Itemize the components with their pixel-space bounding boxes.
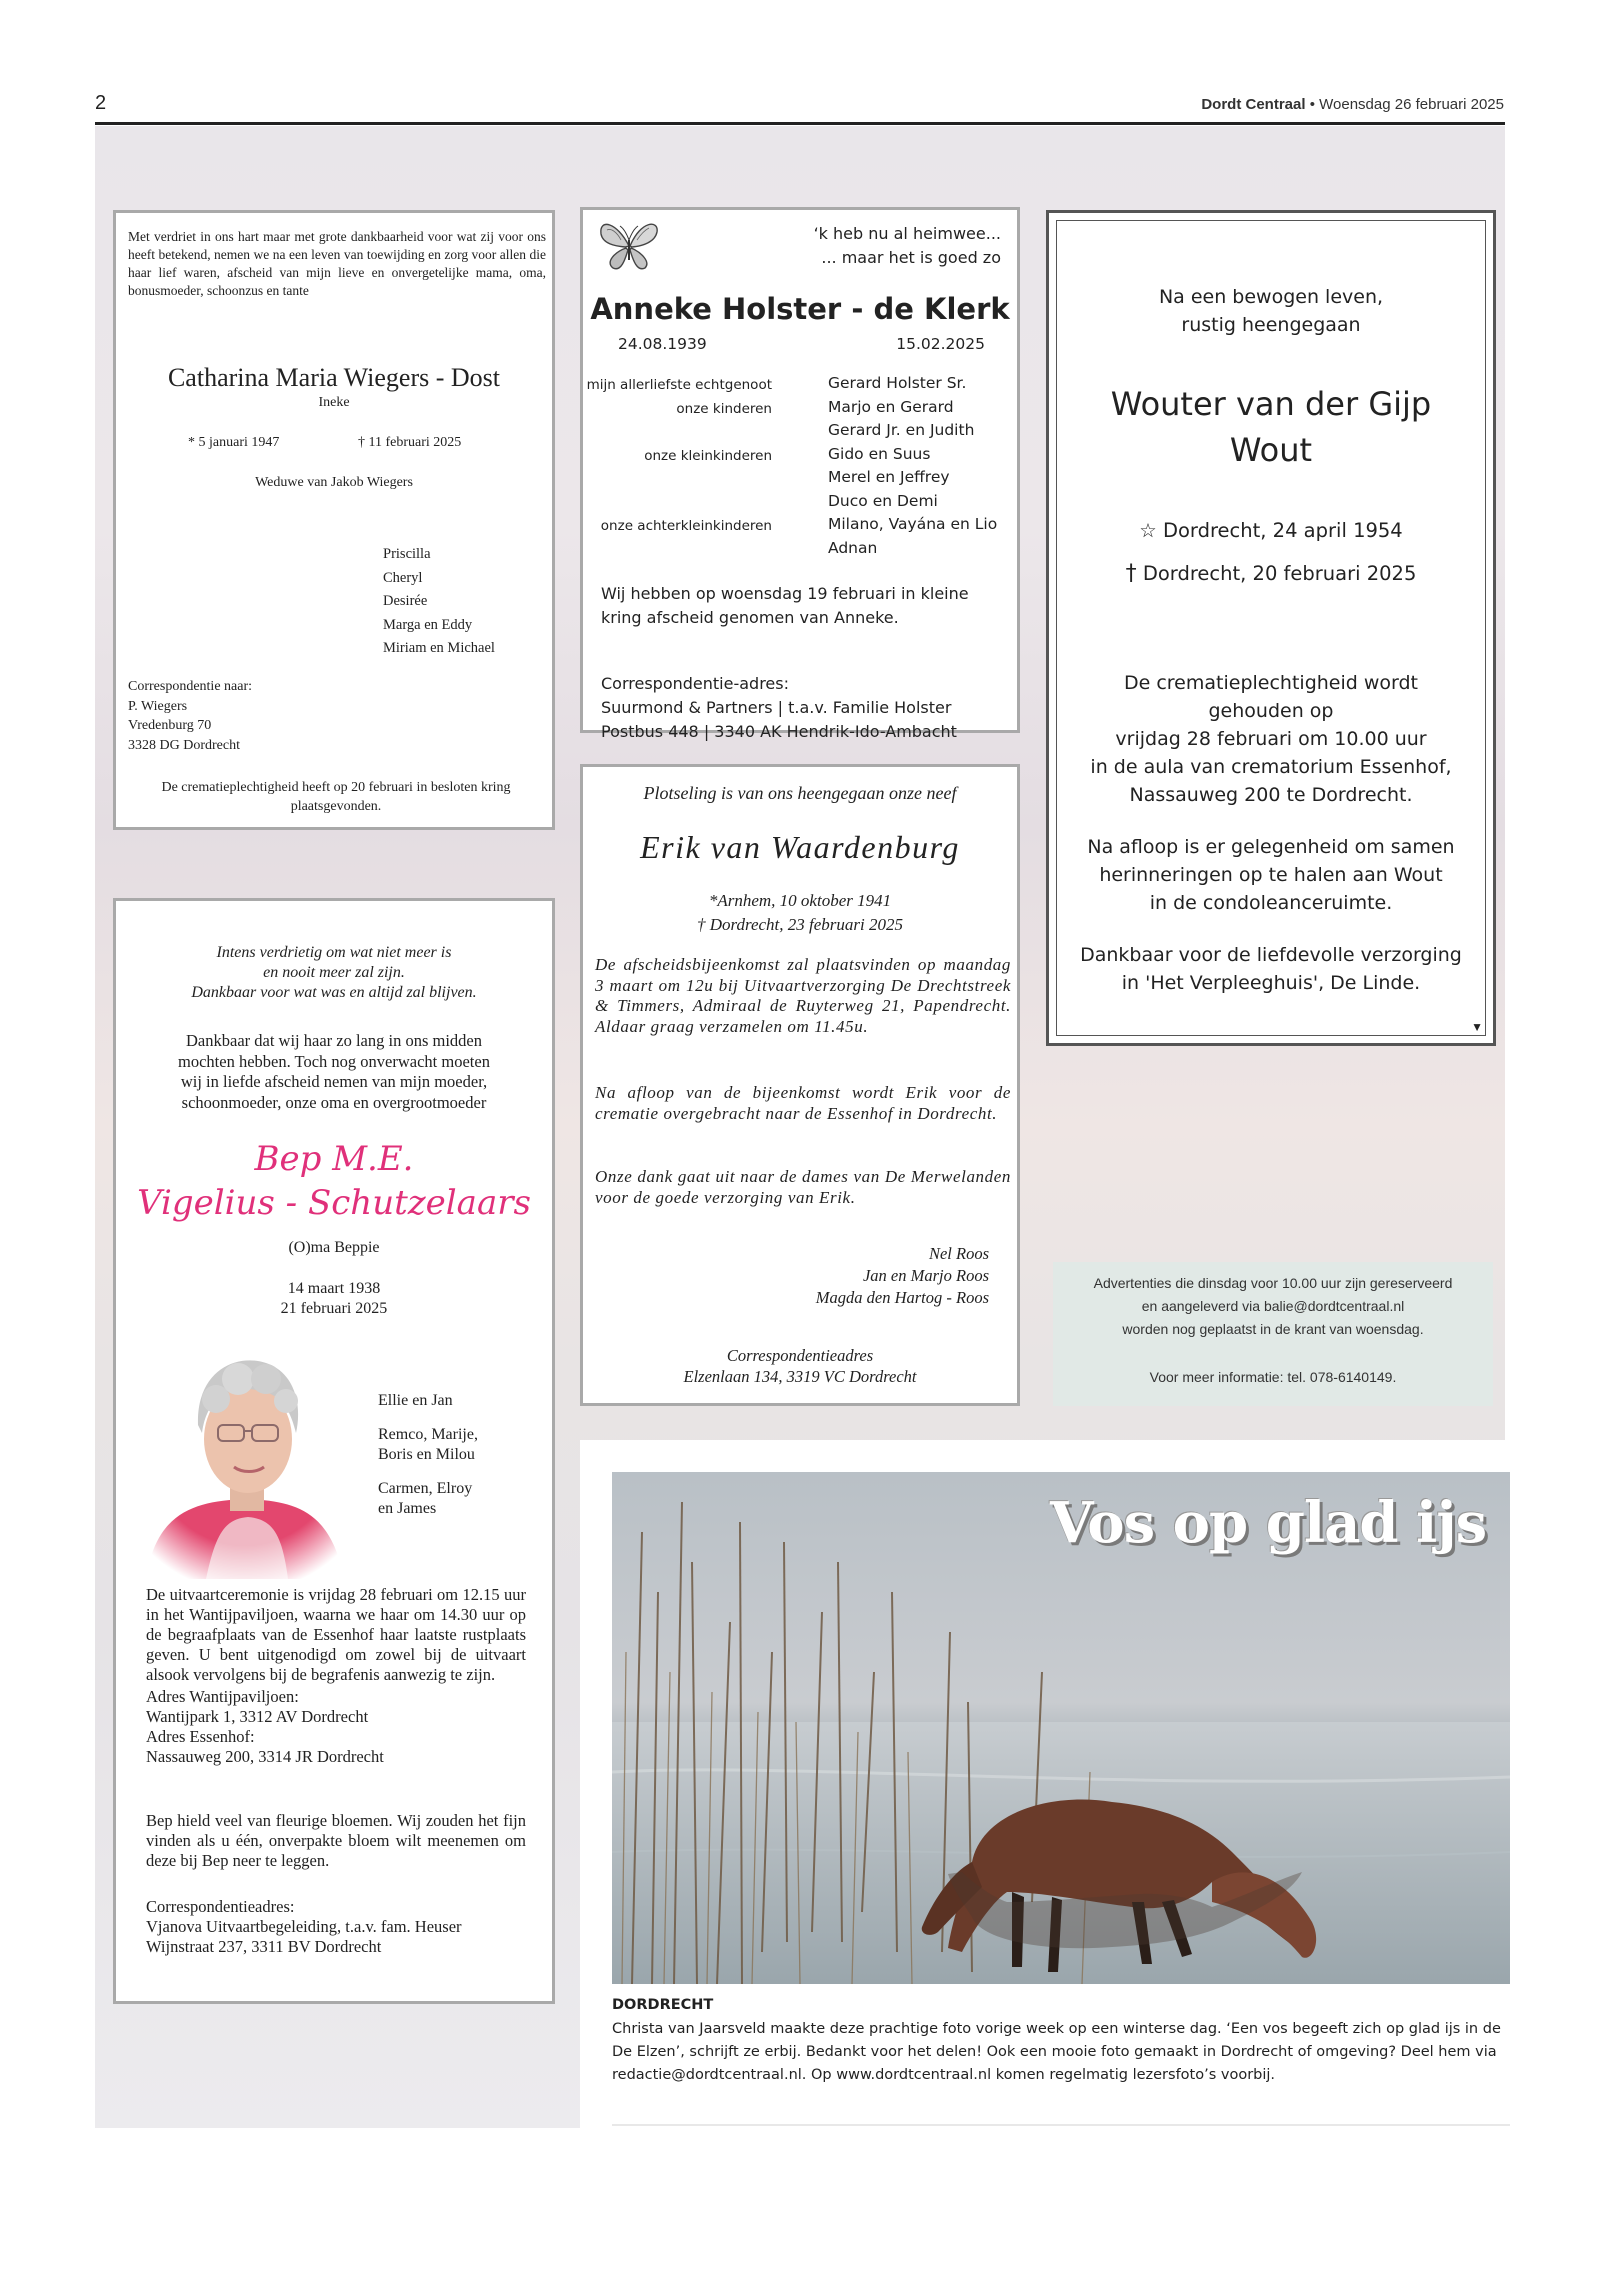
relation-row: [583, 421, 1017, 445]
correspondence: [601, 672, 1011, 744]
name-line: Wout: [1229, 431, 1313, 469]
family-member: Boris en Milou: [378, 1446, 475, 1463]
name-line: Bep M.E.: [254, 1139, 414, 1179]
address-line: Wantijpark 1, 3312 AV Dordrecht: [146, 1707, 369, 1726]
issue-date: Woensdag 26 februari 2025: [1319, 96, 1504, 113]
correspondence-line: Wijnstraat 237, 3311 BV Dordrecht: [146, 1937, 382, 1956]
header-rule: [95, 122, 1505, 125]
family-member: Carmen, Elroy: [378, 1480, 473, 1497]
correspondence: [583, 1345, 1017, 1387]
name-line: Vigelius - Schutzelaars: [137, 1183, 531, 1223]
after-info: [1057, 833, 1485, 917]
birth-date: *Arnhem, 10 oktober 1941: [708, 891, 892, 910]
dates: [116, 1279, 552, 1319]
relation-value: Marjo en Gerard: [828, 397, 954, 416]
death-date: 21 februari 2025: [280, 1300, 388, 1317]
quote: [814, 222, 1001, 270]
notice-line: worden nog geplaatst in de krant van woensdag.: [1122, 1321, 1424, 1337]
relation-value: Milano, Vayána en Lio: [828, 515, 998, 533]
correspondence-line: Vjanova Uitvaartbegeleiding, t.a.v. fam. Heuser: [146, 1917, 462, 1936]
caption-head: DORDRECHT: [612, 1997, 714, 2013]
obituary-wiegers: [113, 210, 555, 830]
relation-row: [583, 539, 1017, 563]
relation-value: Duco en Demi: [828, 491, 938, 510]
after-line: in de condoleanceruimte.: [1149, 892, 1393, 914]
widow-line: Weduwe van Jakob Wiegers: [255, 475, 413, 490]
paragraph: Onze dank gaat uit naar de dames van De Merwelanden voor de goede verzorging van Erik.: [595, 1167, 1011, 1207]
obituary-gijp: [1046, 210, 1496, 1046]
name-line: Wouter van der Gijp: [1110, 385, 1432, 423]
correspondence-label: Correspondentieadres: [726, 1346, 874, 1365]
relation-value: Merel en Jeffrey: [828, 468, 950, 486]
cross-icon: †: [1125, 561, 1137, 586]
opening: [1057, 283, 1485, 339]
thanks-line: Dankbaar voor de liefdevolle verzorging: [1080, 944, 1462, 966]
nickname: Ineke: [318, 395, 350, 410]
deceased-name: Anneke Holster - de Klerk: [590, 292, 1010, 326]
correspondence-address: Elzenlaan 134, 3319 VC Dordrecht: [683, 1367, 917, 1386]
birth-date: * 5 januari 1947: [188, 435, 280, 450]
correspondence: [146, 1897, 526, 1957]
birth-date: 24.08.1939: [618, 335, 707, 353]
ceremony-text: De uitvaartceremonie is vrijdag 28 februari om 12.15 uur in het Wantijpaviljoen, waarna we haar om 14.30 uur op de begraafplaats van de Essenhof haar laatste rustplaats geven. U bent uitgenodigd om zowel bij de uitvaart alsook vervolgens bij de begrafenis aanwezig te zijn.: [146, 1585, 526, 1684]
paragraph: De afscheidsbijeenkomst zal plaatsvinden op maandag 3 maart om 12u bij Uitvaartverzorging De Drechtstreek & Timmers, Admiraal de Ruyterweg 21, Papendrecht. Aldaar graag verzamelen om 11.45u.: [595, 955, 1011, 1036]
death-date: † Dordrecht, 23 februari 2025: [696, 915, 904, 934]
obituary-vigelius: [113, 898, 555, 2004]
birth-date: 14 maart 1938: [287, 1280, 381, 1297]
relation-row: [583, 515, 1017, 539]
butterfly-icon: [595, 216, 663, 278]
intro: [116, 1031, 552, 1113]
relation-value: Adnan: [828, 538, 878, 557]
family-member: Cheryl: [383, 569, 423, 586]
relation-row: [583, 468, 1017, 492]
intro-text: Plotseling is van ons heengegaan onze neef: [643, 783, 957, 803]
correspondence-line: Suurmond & Partners | t.a.v. Familie Holster: [601, 698, 952, 717]
poem: [116, 943, 552, 1003]
opening-line: Na een bewogen leven,: [1158, 286, 1384, 308]
photo-title: Vos op glad ijs: [1050, 1490, 1487, 1556]
relation-row: [583, 445, 1017, 469]
deceased-name: Erik van Waardenburg: [640, 829, 960, 865]
family-list: [378, 1391, 478, 1519]
birth: [1057, 519, 1485, 542]
relation-value: Gido en Suus: [828, 444, 931, 463]
poem-line: Dankbaar voor wat was en altijd zal blijven.: [191, 984, 477, 1001]
cremation-line: Nassauweg 200 te Dordrecht.: [1129, 784, 1413, 806]
inner-frame: [1056, 220, 1486, 1036]
address-line: Nassauweg 200, 3314 JR Dordrecht: [146, 1747, 384, 1766]
relations-list: [583, 374, 1017, 562]
family-member: Remco, Marije,: [378, 1426, 478, 1443]
obituary-holster: [580, 207, 1020, 741]
flowers-text: Bep hield veel van fleurige bloemen. Wij zouden het fijn vinden als u één, onverpakte bloem wilt meenemen om deze bij Bep neer te leggen.: [146, 1811, 526, 1870]
cremation-note: De crematieplechtigheid heeft op 20 februari in besloten kring plaatsgevonden.: [161, 780, 511, 814]
death: [1057, 561, 1485, 586]
thanks-info: [1057, 941, 1485, 997]
intro-line: Dankbaar dat wij haar zo lang in ons midden: [186, 1031, 482, 1050]
correspondence-line: Postbus 448 | 3340 AK Hendrik-Ido-Ambacht: [601, 722, 957, 741]
correspondence-label: Correspondentie-adres:: [601, 674, 789, 693]
notice-info: Voor meer informatie: tel. 078-6140149.: [1149, 1369, 1397, 1385]
family-member: Ellie en Jan: [378, 1392, 453, 1409]
signatures: [816, 1243, 989, 1309]
signature-line: Nel Roos: [928, 1244, 989, 1263]
page-number: 2: [95, 92, 107, 114]
relation-label: mijn allerliefste echtgenoot: [586, 377, 772, 393]
relation-row: [583, 374, 1017, 398]
obituary-waardenburg: [580, 764, 1020, 1406]
birth-date: Dordrecht, 24 april 1954: [1162, 519, 1403, 542]
cremation-line: gehouden op: [1208, 700, 1334, 722]
family-list: [383, 543, 495, 661]
relation-row: [583, 398, 1017, 422]
family-member: Priscilla: [383, 546, 431, 562]
thanks-line: in 'Het Verpleeghuis', De Linde.: [1121, 972, 1421, 994]
quote-line: ‘k heb nu al heimwee...: [813, 224, 1001, 243]
relation-label: onze kleinkinderen: [644, 447, 772, 464]
cremation-line: De crematieplechtigheid wordt: [1123, 672, 1419, 694]
correspondence-line: Vredenburg 70: [128, 718, 212, 733]
intro-text: Met verdriet in ons hart maar met grote dankbaarheid voor wat zij voor ons heeft betekend, nemen we na een leven van toewijding en zorg voor allen die haar lief waren, afscheid van mijn lieve en onvergetelijke mama, oma, bonusmoeder, schoonzus en tante: [128, 229, 546, 298]
signature-line: Magda den Hartog - Roos: [815, 1288, 989, 1307]
triangle-icon: ▼: [1471, 1020, 1483, 1034]
signature-line: Jan en Marjo Roos: [862, 1266, 989, 1285]
address-line: Adres Essenhof:: [146, 1727, 255, 1746]
notice-line: en aangeleverd via balie@dordtcentraal.nl: [1141, 1298, 1405, 1314]
photo-caption: Christa van Jaarsveld maakte deze prachtige foto vorige week op een winterse dag. ‘Een vos begeeft zich op glad ijs in de De Elzen’, schrijft ze erbij. Bedankt voor het delen! Ook een mooie foto gemaakt in Dordrecht of omgeving? Deel hem via redactie@dordtcentraal.nl. Op www.dordtcentraal.nl komen regelmatig lezersfoto’s voorbij.: [612, 2021, 1501, 2083]
death-date: Dordrecht, 20 februari 2025: [1142, 562, 1417, 585]
intro-line: schoonmoeder, onze oma en overgrootmoeder: [181, 1092, 487, 1112]
after-line: Na afloop is er gelegenheid om samen: [1087, 836, 1455, 858]
farewell-text: Wij hebben op woensdag 19 februari in kleine kring afscheid genomen van Anneke.: [601, 584, 969, 627]
intro-line: mochten hebben. Toch nog onverwacht moeten: [178, 1051, 490, 1071]
family-member: Desirée: [383, 593, 428, 609]
deceased-name: [1057, 381, 1485, 473]
cremation-info: [1057, 669, 1485, 809]
relation-value: Gerard Jr. en Judith: [828, 421, 975, 439]
correspondence-line: P. Wiegers: [128, 698, 188, 714]
family-member: Marga en Eddy: [383, 616, 473, 633]
poem-line: Intens verdrietig om wat niet meer is: [216, 944, 452, 961]
nickname: (O)ma Beppie: [288, 1239, 380, 1256]
portrait-photo: [126, 1321, 364, 1579]
correspondence-line: Correspondentieadres:: [146, 1897, 295, 1916]
intro-line: wij in liefde afscheid nemen van mijn moeder,: [180, 1072, 488, 1091]
quote-line: ... maar het is goed zo: [821, 248, 1001, 267]
opening-line: rustig heengegaan: [1181, 314, 1361, 336]
address-line: Adres Wantijpaviljoen:: [146, 1687, 299, 1706]
separator: •: [1309, 96, 1315, 113]
relation-value: Gerard Holster Sr.: [828, 374, 967, 392]
star-icon: ☆: [1139, 519, 1157, 542]
deceased-name: Catharina Maria Wiegers - Dost: [167, 363, 501, 392]
deceased-name: [116, 1137, 552, 1225]
caption-rule: [612, 2124, 1510, 2126]
correspondence-line: Correspondentie naar:: [128, 679, 253, 694]
masthead: [1201, 96, 1504, 113]
poem-line: en nooit meer zal zijn.: [263, 964, 405, 981]
correspondence-line: 3328 DG Dordrecht: [128, 737, 240, 753]
paragraph: Na afloop van de bijeenkomst wordt Erik voor de crematie overgebracht naar de Essenhof in Dordrecht.: [595, 1083, 1011, 1123]
relation-label: onze achterkleinkinderen: [600, 518, 772, 534]
cremation-line: in de aula van crematorium Essenhof,: [1090, 756, 1452, 778]
cremation-line: vrijdag 28 februari om 10.00 uur: [1115, 728, 1427, 750]
correspondence: [128, 677, 252, 755]
notice-text: [1053, 1272, 1493, 1341]
death-date: † 11 februari 2025: [358, 435, 462, 450]
family-member: en James: [378, 1500, 437, 1517]
family-member: Miriam en Michael: [383, 640, 495, 656]
addresses: [146, 1687, 526, 1767]
death-date: 15.02.2025: [896, 335, 985, 353]
relation-label: onze kinderen: [676, 400, 772, 417]
advert-notice: [1053, 1262, 1493, 1406]
after-line: herinneringen op te halen aan Wout: [1099, 864, 1443, 886]
paper-name: Dordt Centraal: [1201, 96, 1306, 113]
relation-row: [583, 492, 1017, 516]
notice-line: Advertenties die dinsdag voor 10.00 uur zijn gereserveerd: [1093, 1275, 1453, 1291]
